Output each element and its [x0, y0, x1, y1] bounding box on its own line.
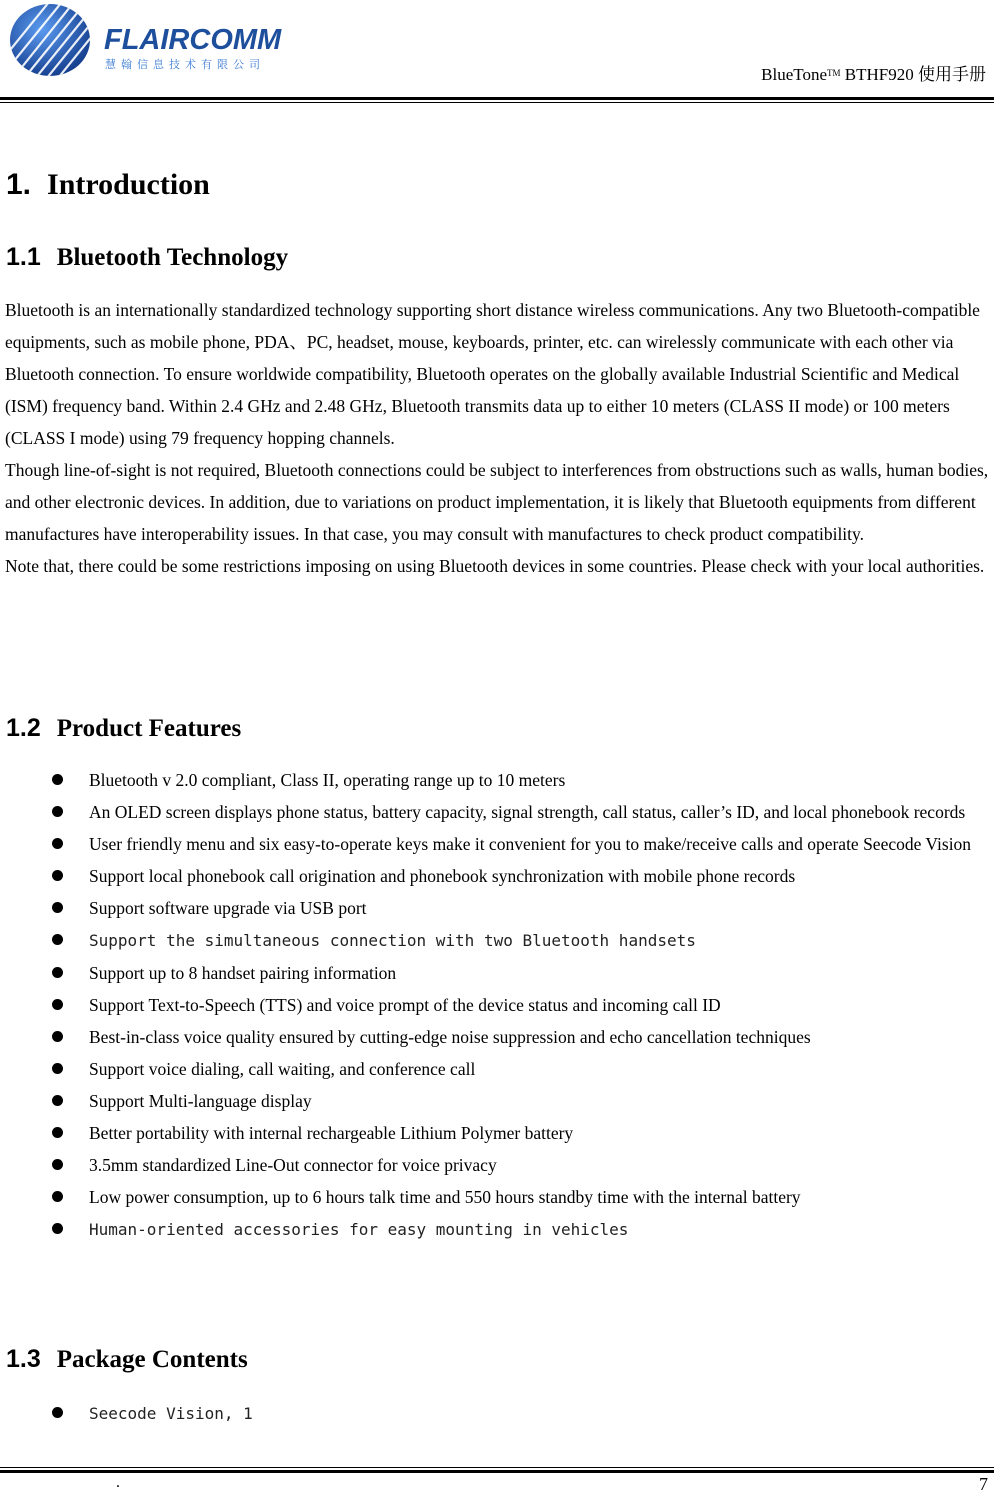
subsection-number: 1.1 [6, 243, 41, 271]
header-rule-thin [0, 102, 994, 103]
feature-text: Support the simultaneous connection with two Bluetooth handsets [89, 931, 696, 950]
feature-text: 3.5mm standardized Line-Out connector for voice privacy [89, 1155, 497, 1175]
feature-text: Support Multi-language display [89, 1091, 312, 1111]
package-item-text: Seecode Vision, 1 [89, 1404, 253, 1423]
paragraph: Note that, there could be some restrictions imposing on using Bluetooth devices in some countries. Please check with your local authorities. [5, 556, 985, 576]
footer-mark: . [116, 1474, 120, 1491]
bullet-icon [52, 1031, 63, 1042]
list-item [0, 860, 994, 892]
bullet-icon [52, 1127, 63, 1138]
bullet-icon [52, 1407, 63, 1418]
footer-rule-thick [0, 1470, 994, 1473]
bullet-icon [52, 1095, 63, 1106]
section-title: Introduction [47, 168, 210, 201]
list-item [0, 989, 994, 1021]
list-item [0, 828, 994, 860]
feature-text: Support up to 8 handset pairing information [89, 963, 397, 983]
feature-text: Better portability with internal rechargeable Lithium Polymer battery [89, 1123, 574, 1143]
feature-text: User friendly menu and six easy-to-operate keys make it convenient for you to make/receive calls and operate Seecode Vision [89, 834, 972, 854]
bullet-icon [52, 1191, 63, 1202]
footer-rule-thin [0, 1467, 994, 1468]
feature-text: Support software upgrade via USB port [89, 898, 367, 918]
flaircomm-globe-logo-icon [8, 2, 298, 78]
list-item [0, 796, 994, 828]
document-title [761, 64, 986, 86]
feature-text: Best-in-class voice quality ensured by cutting-edge noise suppression and echo cancellation techniques [89, 1027, 811, 1047]
list-item [0, 1021, 994, 1053]
list-item [0, 1181, 994, 1213]
list-item [0, 1213, 994, 1246]
subsection-title: Product Features [56, 715, 242, 742]
subsection-heading-product-features [6, 712, 241, 745]
list-item [0, 924, 994, 957]
feature-text: Low power consumption, up to 6 hours talk time and 550 hours standby time with the internal battery [89, 1187, 801, 1207]
subsection-heading-package-contents [6, 1343, 248, 1376]
bullet-icon [52, 870, 63, 881]
bullet-icon [52, 806, 63, 817]
feature-text: Human-oriented accessories for easy mounting in vehicles [89, 1220, 629, 1239]
list-item [0, 892, 994, 924]
list-item [0, 764, 994, 796]
doc-title-rest: BTHF920 使用手册 [840, 65, 986, 84]
doc-title-brand: BlueTone [761, 65, 828, 84]
feature-text: Support voice dialing, call waiting, and conference call [89, 1059, 476, 1079]
subsection-heading-bluetooth-technology [6, 241, 288, 274]
package-contents-list [0, 1397, 994, 1430]
list-item [0, 957, 994, 989]
section-heading-introduction [6, 166, 210, 204]
feature-text: An OLED screen displays phone status, battery capacity, signal strength, call status, caller’s ID, and local phonebook records [89, 802, 966, 822]
subsection-title: Package Contents [56, 1346, 248, 1373]
trademark-mark: TM [827, 68, 841, 78]
paragraph: Bluetooth is an internationally standardized technology supporting short distance wireless communications. Any two Bluetooth-compatible equipments, such as mobile phone, PDA、PC, headset, mouse, keyboards, printer, etc. can wirelessly communicate with each other via Bluetooth connection. To ensure worldwide compatibility, Bluetooth operates on the globally available Industrial Scientific and Medical (ISM) frequency band. Within 2.4 GHz and 2.48 GHz, Bluetooth transmits data up to either 10 meters (CLASS II mode) or 100 meters (CLASS I mode) using 79 frequency hopping channels. [5, 300, 980, 448]
feature-text: Support local phonebook call origination and phonebook synchronization with mobile phone records [89, 866, 796, 886]
paragraph: Though line-of-sight is not required, Bluetooth connections could be subject to interferences from obstructions such as walls, human bodies, and other electronic devices. In addition, due to variations on product implementation, it is likely that Bluetooth equipments from different manufactures have interoperability issues. In that case, you may consult with manufactures to check product compatibility. [5, 460, 989, 544]
list-item [0, 1397, 994, 1430]
list-item [0, 1117, 994, 1149]
logo-text: FLAIRCOMM [104, 24, 282, 56]
section-number: 1. [6, 168, 32, 201]
logo-subtext: 慧翰信息技术有限公司 [105, 58, 265, 71]
bullet-icon [52, 934, 63, 945]
page-number: 7 [979, 1474, 988, 1494]
bullet-icon [52, 1063, 63, 1074]
list-item [0, 1085, 994, 1117]
feature-text: Support Text-to-Speech (TTS) and voice prompt of the device status and incoming call ID [89, 995, 721, 1015]
subsection-number: 1.2 [6, 714, 41, 742]
list-item [0, 1149, 994, 1181]
list-item [0, 1053, 994, 1085]
bluetooth-technology-body [5, 294, 990, 582]
subsection-number: 1.3 [6, 1345, 41, 1373]
bullet-icon [52, 1159, 63, 1170]
bullet-icon [52, 838, 63, 849]
bullet-icon [52, 1223, 63, 1234]
bullet-icon [52, 774, 63, 785]
bullet-icon [52, 967, 63, 978]
bullet-icon [52, 902, 63, 913]
company-logo [8, 2, 298, 78]
product-features-list [0, 764, 994, 1246]
subsection-title: Bluetooth Technology [56, 244, 289, 271]
feature-text: Bluetooth v 2.0 compliant, Class II, operating range up to 10 meters [89, 770, 566, 790]
bullet-icon [52, 999, 63, 1010]
header-rule-thick [0, 97, 994, 100]
